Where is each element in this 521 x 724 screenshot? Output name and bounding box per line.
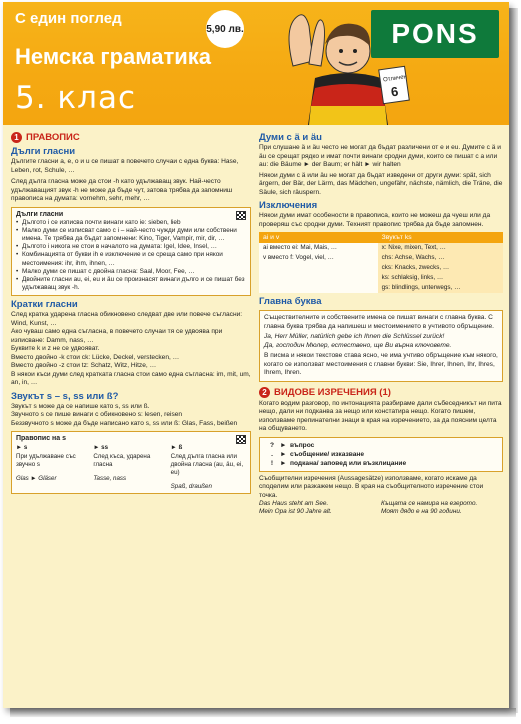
statement-text: Съобщителни изречения (Aussagesätze) използваме, когато искаме да споделим или разкажем нещо. В края на съобщителното изречение стои точка. [259,474,484,499]
umlaut-text: При слушане ä и äu често не могат да бъдат различени от e и eu. Думите с ä и äu се срещат рядко и имат почти винаги сродни думи, които се пишат с a или au: die Bäume ► der Baum; er hält ► wir halten [259,144,501,168]
text-line: След кратка ударена гласна обикновено следват две или повече съгласни: Wind, Kunst, … [11,311,243,327]
text-line: Звучното s се пише винаги с обикновено s: lesen, reisen [11,411,183,419]
section-title: ВИДОВЕ ИЗРЕЧЕНИЯ (1) [274,386,391,398]
cell-desc: След къса, ударена гласна [93,453,151,468]
s-spelling-box [11,431,251,494]
capital-box [259,310,503,382]
cell-example: Tasse, nass [93,474,127,482]
exceptions-heading: Изключения [259,200,318,211]
punctuation-row: . ► съобщение/ изказване [271,450,365,458]
table-cell: cks: Knacks, zwecks, … [378,263,503,273]
checkered-flag-icon [236,435,246,444]
price-badge: 5,90 лв. [206,10,244,48]
cover-header [3,2,509,125]
left-column [11,132,251,497]
table-cell: gs: blindlings, unterwegs, … [378,283,503,293]
cell-desc: При удължаване със звучно s [16,453,76,468]
table-cell: chs: Achse, Wachs, … [378,253,503,263]
example-de: Ja, Herr Müller, natürlich gebe ich Ihnen die Schlüssel zurück! [264,333,445,340]
table-cell [93,444,168,490]
reference-card [3,2,509,708]
long-vowels-box [11,207,251,297]
table-cell [259,263,378,273]
list-item: • Малко думи се пишат с двойна гласна: Saal, Moor, Fee, … [16,268,246,276]
box-title: Правопис на s [16,435,67,443]
capital-heading: Главна буква [259,296,322,307]
cell-desc: След дълга гласна или двойна гласна (au, äu, ei, eu) [170,453,244,476]
column-header: ai и v [259,232,378,243]
s-sounds-heading: Звукът s – s, ss или ß? [11,390,119,402]
s-spelling-table [16,444,246,490]
umlaut-heading: Думи с ä и äu [259,132,322,143]
text-line: Беззвучното s може да бъде написано като s, ss или ß: Glas, Fass, beißen [11,419,238,427]
table-row [259,263,503,273]
cell-key: ► s [16,444,28,452]
tagline: С един поглед [15,10,122,27]
long-vowels-heading: Дълги гласни [11,146,76,157]
example-bg: Да, господин Мюлер, естествено, ще Ви върна ключовете. [264,341,452,349]
table-cell [171,444,246,490]
short-vowels-heading: Кратки гласни [11,299,78,311]
pons-logo: PONS [371,10,499,58]
table-cell: x: Nixe, mixen, Text, … [378,243,503,253]
text-line: Вместо двойно -z стои tz: Schatz, Witz, Hitze, … [11,362,157,370]
text-line: Вместо двойно -k стои ck: Lücke, Deckel, verstecken, … [11,353,180,361]
section-heading-orthography [11,132,251,143]
cell-key: ► ß [170,444,183,452]
text-line: Буквите k и z не се удвояват. [11,345,100,353]
example-row: Das Haus steht am See. Къщата се намира на езерото. [259,500,478,507]
table-row [259,253,503,263]
exceptions-text: Някои думи имат особености в правописа, които не можеш да чуеш или да проверяш със сродни думи. Техният правопис трябва да бъде запомнен. [259,212,491,228]
grade-card [379,66,409,103]
long-vowels-text-2: След дълга гласна може да стои -h като удължаващ звук. Най-често удължаващият звук -h не може да бъде чут, затова трябва да запомниш правописа на думата: vornehm, sehr, mehr, … [11,178,233,202]
cell-key: ► ss [93,444,109,452]
text-line: В някои къси думи след кратката гласна стои само една съгласна: im, mit, um, an, in, … [11,370,251,387]
punctuation-box [259,437,503,472]
right-column [259,132,503,516]
punctuation-row: ? ► въпрос [269,441,315,449]
table-cell: v вместо f: Vogel, viel, … [259,253,378,263]
table-cell [16,444,91,490]
section-number: 2 [259,387,270,398]
section-number: 1 [11,132,22,143]
list-item: • Двойните гласни au, ei, eu и äu се произнасят винаги дълго и се пишат без удължаващ звук -h. [16,276,246,292]
table-row [259,273,503,283]
sentence-types-text: Когато водим разговор, по интонацията разбираме дали събеседникът ни пита нещо, дали ни подканва за нещо или констатира нещо. Когато пишем, използваме препинателни знаци в края на изречението, за да поясним целта на общуването. [259,399,502,432]
capital-text-2: В писма и някои текстове става ясно, че има учтиво обръщение към някого, когато се използват местоимения с главни букви: Sie, Ihrer, Ihnen, Ihr, Ihres, Ihrem, Ihren. [264,352,498,376]
table-cell: ks: schlaksig, links, … [378,273,503,283]
svg-text:Отличен: Отличен [382,74,408,84]
list-item: • Дългото i никога не стои в началото на думата: Igel, Idee, Insel, … [16,243,246,251]
box-title: Дълги гласни [16,210,64,218]
table-cell [259,273,378,283]
page-shadow-right [509,8,518,713]
table-row [259,243,503,253]
capital-text: Съществителните и собствените имена се пишат винаги с главна буква. С главна буква трябва да напишеш и местоимението в учтивото обръщение. [264,314,495,330]
punctuation-row: ! ► подкана/ заповед или възклицание [270,459,407,467]
page-shadow-bottom [10,708,516,717]
table-cell [259,283,378,293]
cell-example: Spaß, draußen [170,482,212,490]
book-title: Немска граматика [15,44,212,69]
text-line: Ако чуваш само една съгласна, в повечето случаи тя се удвоява при изписване: Damm, nass, … [11,328,223,344]
svg-text:6: 6 [389,83,400,100]
cell-example: Glas ► Gläser [16,474,57,482]
umlaut-text-2: Някои думи с ä или äu не могат да бъдат изведени от други думи: spät, sich ärgern, der Bär, der Lärm, das Mädchen, ungefähr, nächste, nämlich, die Träne, die Säule, sich räuspern. [259,171,503,196]
example-row: Mein Opa ist 90 Jahre alt. Моят дядо е на 90 години. [259,508,462,515]
long-vowels-text: Дългите гласни a, e, o и u се пишат в повечето случаи с една буква: Hase, Leben, rot, Schule, … [11,158,239,174]
table-row [259,283,503,293]
list-item: • Дългото i се изписва почти винаги като ie: sieben, lieb [16,219,246,227]
section-title: ПРАВОПИС [26,132,80,143]
column-header: Звукът ks [378,232,503,243]
section-heading-sentence-types [259,387,503,398]
list-item: • Комбинацията от букви ih е изключение и се среща само при някои местоимения: ihr, ihm, ihnen, … [16,251,246,267]
text-line: Звукът s може да се напише като s, ss или ß. [11,402,150,410]
table-cell: ai вместо ei: Mai, Mais, … [259,243,378,253]
grade-label: 5. клас [15,80,137,116]
exceptions-table [259,232,503,293]
list-item: • Малко думи се изписват само с i – най-често чужди думи или собствени имена. Те трябва да бъдат запомнени: Kino, Tiger, Vampir, mir, dir, … [16,227,246,243]
